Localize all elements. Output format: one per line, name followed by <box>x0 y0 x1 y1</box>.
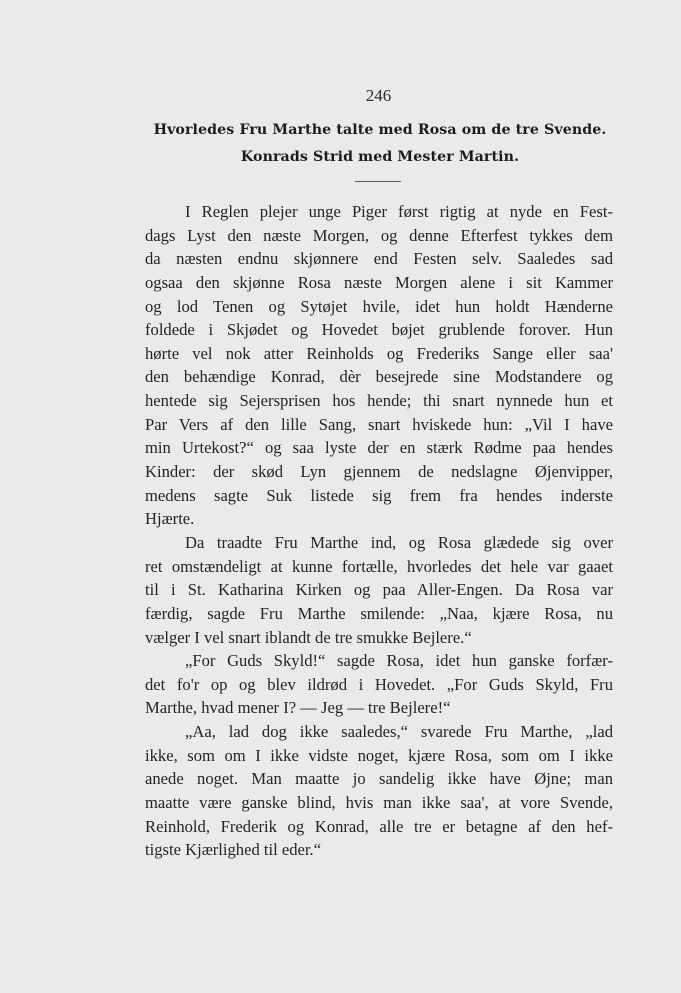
text-line: hentede sig Sejersprisen hos hende; thi snart nynnede hun et <box>145 391 613 411</box>
text-line: dags Lyst den næste Morgen, og denne Efterfest tykkes dem <box>145 225 613 245</box>
text-line: til i St. Katharina Kirken og paa Aller-Engen. Da Rosa var <box>145 580 613 600</box>
chapter-heading-line-2: Konrads Strid med Mester Martin. <box>240 149 520 165</box>
body-text <box>145 200 613 862</box>
text-line: min Urtekost?“ og saa lyste der en stærk Rødme paa hendes <box>145 438 613 458</box>
heading-divider <box>355 181 401 182</box>
text-line: „Aa, lad dog ikke saaledes,“ svarede Fru Marthe, „lad <box>185 722 613 742</box>
text-line: den behændige Konrad, dèr besejrede sine Modstandere og <box>145 367 613 387</box>
text-line: Reinhold, Frederik og Konrad, alle tre er betagne af den hef- <box>145 816 613 836</box>
text-line: det fo'r op og blev ildrød i Hovedet. „For Guds Skyld, Fru <box>145 674 613 694</box>
text-line: anede noget. Man maatte jo sandelig ikke have Øjne; man <box>145 769 613 789</box>
text-line: ret omstændeligt at kunne fortælle, hvorledes det hele var gaaet <box>145 556 613 576</box>
text-line: da næsten endnu skjønnere end Festen selv. Saaledes sad <box>145 249 613 269</box>
text-line: Par Vers af den lille Sang, snart hviskede hun: „Vil I have <box>145 414 613 434</box>
text-line: færdig, sagde Fru Marthe smilende: „Naa, kjære Rosa, nu <box>145 603 613 623</box>
text-line: Kinder: der skød Lyn gjennem de nedslagne Øjenvipper, <box>145 462 613 482</box>
text-line: „For Guds Skyld!“ sagde Rosa, idet hun ganske forfær- <box>185 651 613 671</box>
page-number: 246 <box>365 86 392 105</box>
text-line: foldede i Skjødet og Hovedet bøjet grublende forover. Hun <box>145 320 613 340</box>
text-line: Hjærte. <box>145 509 195 529</box>
text-line: hørte vel nok atter Reinholds og Frederiks Sange eller saa' <box>145 343 613 363</box>
text-line: medens sagte Suk listede sig frem fra hendes inderste <box>145 485 613 505</box>
text-line: ikke, som om I ikke vidste noget, kjære Rosa, som om I ikke <box>145 745 613 765</box>
chapter-heading-line-1: Hvorledes Fru Marthe talte med Rosa om de tre Svende. <box>153 122 607 138</box>
text-line: maatte være ganske blind, hvis man ikke saa', at vore Svende, <box>145 793 613 813</box>
text-line: og lod Tenen og Sytøjet hvile, idet hun holdt Hænderne <box>145 296 613 316</box>
text-line: Marthe, hvad mener I? — Jeg — tre Bejlere!“ <box>145 698 451 718</box>
text-line: I Reglen plejer unge Piger først rigtig at nyde en Fest- <box>185 202 613 221</box>
text-line: Da traadte Fru Marthe ind, og Rosa glædede sig over <box>185 532 613 552</box>
text-line: ogsaa den skjønne Rosa næste Morgen alene i sit Kammer <box>145 272 613 292</box>
text-line: tigste Kjærlighed til eder.“ <box>145 840 322 860</box>
text-line: vælger I vel snart iblandt de tre smukke Bejlere.“ <box>145 627 472 647</box>
